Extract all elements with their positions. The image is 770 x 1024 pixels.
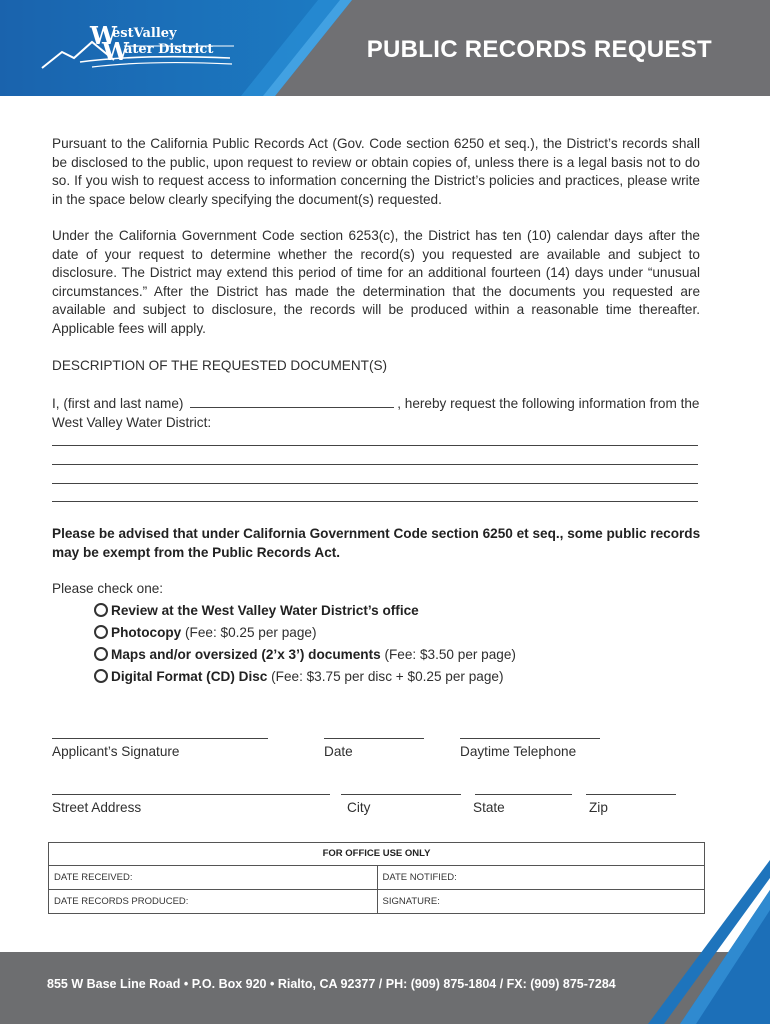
logo-letter-w-top: W — [90, 21, 117, 50]
date-label: Date — [324, 744, 353, 759]
description-line-1[interactable] — [52, 445, 698, 446]
state-line[interactable] — [475, 794, 572, 795]
radio-circle-icon[interactable] — [94, 647, 108, 661]
city-line[interactable] — [341, 794, 461, 795]
option-review[interactable] — [94, 603, 419, 618]
logo-letter-w-bottom: W — [102, 37, 129, 66]
radio-circle-icon[interactable] — [94, 625, 108, 639]
option-maps[interactable] — [94, 647, 516, 662]
state-label: State — [473, 800, 505, 815]
date-received-cell[interactable]: DATE RECEIVED: — [54, 872, 133, 883]
page-title: PUBLIC RECORDS REQUEST — [366, 36, 712, 63]
phone-line[interactable] — [460, 738, 600, 739]
applicant-signature-line[interactable] — [52, 738, 268, 739]
phone-label: Daytime Telephone — [460, 744, 577, 759]
description-line-3[interactable] — [52, 483, 698, 484]
office-use-heading: FOR OFFICE USE ONLY — [49, 843, 704, 866]
option-label: Digital Format (CD) Disc — [111, 669, 268, 684]
date-line[interactable] — [324, 738, 424, 739]
name-input-line[interactable] — [190, 396, 394, 408]
district-logo — [40, 22, 240, 72]
exemption-notice: Please be advised that under California Government Code section 6250 et seq., some public records may be exempt from the Public Records Act. — [52, 526, 701, 560]
page-header — [0, 0, 770, 96]
applicant-signature-label: Applicant’s Signature — [52, 744, 180, 759]
logo-text-water-district: ater District — [124, 42, 214, 57]
request-suffix: , hereby request the following information from the West Valley Water District: — [52, 396, 700, 430]
street-address-line[interactable] — [52, 794, 330, 795]
date-produced-cell[interactable]: DATE RECORDS PRODUCED: — [54, 896, 189, 907]
footer-contact-info: 855 W Base Line Road • P.O. Box 920 • Rialto, CA 92377 / PH: (909) 875-1804 / FX: (909) 875-7284 — [47, 977, 616, 991]
logo-text-west-valley: estValley — [112, 26, 177, 41]
description-line-4[interactable] — [52, 501, 698, 502]
check-prompt: Please check one: — [52, 581, 164, 596]
office-signature-cell[interactable]: SIGNATURE: — [377, 890, 705, 914]
option-digital[interactable] — [94, 669, 504, 684]
option-fee: (Fee: $3.75 per disc + $0.25 per page) — [267, 669, 504, 684]
option-label: Review at the West Valley Water District’s office — [111, 603, 419, 618]
option-label: Maps and/or oversized (2’x 3’) documents — [111, 647, 381, 662]
intro-paragraph-1: Pursuant to the California Public Records Act (Gov. Code section 6250 et seq.), the District’s records shall be disclosed to the public, upon request to review or obtain copies of, unless there is a legal basis not to do so. If you wish to request access to information concerning the District’s policies and practices, please write in the space below clearly specifying the document(s) requested. — [52, 136, 700, 207]
section-title: DESCRIPTION OF THE REQUESTED DOCUMENT(S) — [52, 358, 388, 373]
city-label: City — [347, 800, 371, 815]
intro-paragraph-2: Under the California Government Code section 6253(c), the District has ten (10) calendar days after the date of your request to determine whether the record(s) you requested are available and subject to disclosure. The District may extend this period of time for an additional fourteen (14) days under “unusual circumstances.” After the District has made the determination that the documents you requested are available and subject to disclosure, the records will be produced within a reasonable time thereafter. Applicable fees will apply. — [52, 228, 700, 336]
option-photocopy[interactable] — [94, 625, 317, 640]
radio-circle-icon[interactable] — [94, 603, 108, 617]
option-label: Photocopy — [111, 625, 182, 640]
zip-label: Zip — [589, 800, 608, 815]
street-address-label: Street Address — [52, 800, 142, 815]
zip-line[interactable] — [586, 794, 676, 795]
footer-blue-stripes — [570, 860, 770, 1024]
description-line-2[interactable] — [52, 464, 698, 465]
radio-circle-icon[interactable] — [94, 669, 108, 683]
request-statement — [52, 395, 700, 432]
request-prefix: I, (first and last name) — [52, 396, 184, 411]
option-fee: (Fee: $0.25 per page) — [181, 625, 317, 640]
date-notified-cell[interactable]: DATE NOTIFIED: — [377, 866, 705, 889]
option-fee: (Fee: $3.50 per page) — [380, 647, 516, 662]
